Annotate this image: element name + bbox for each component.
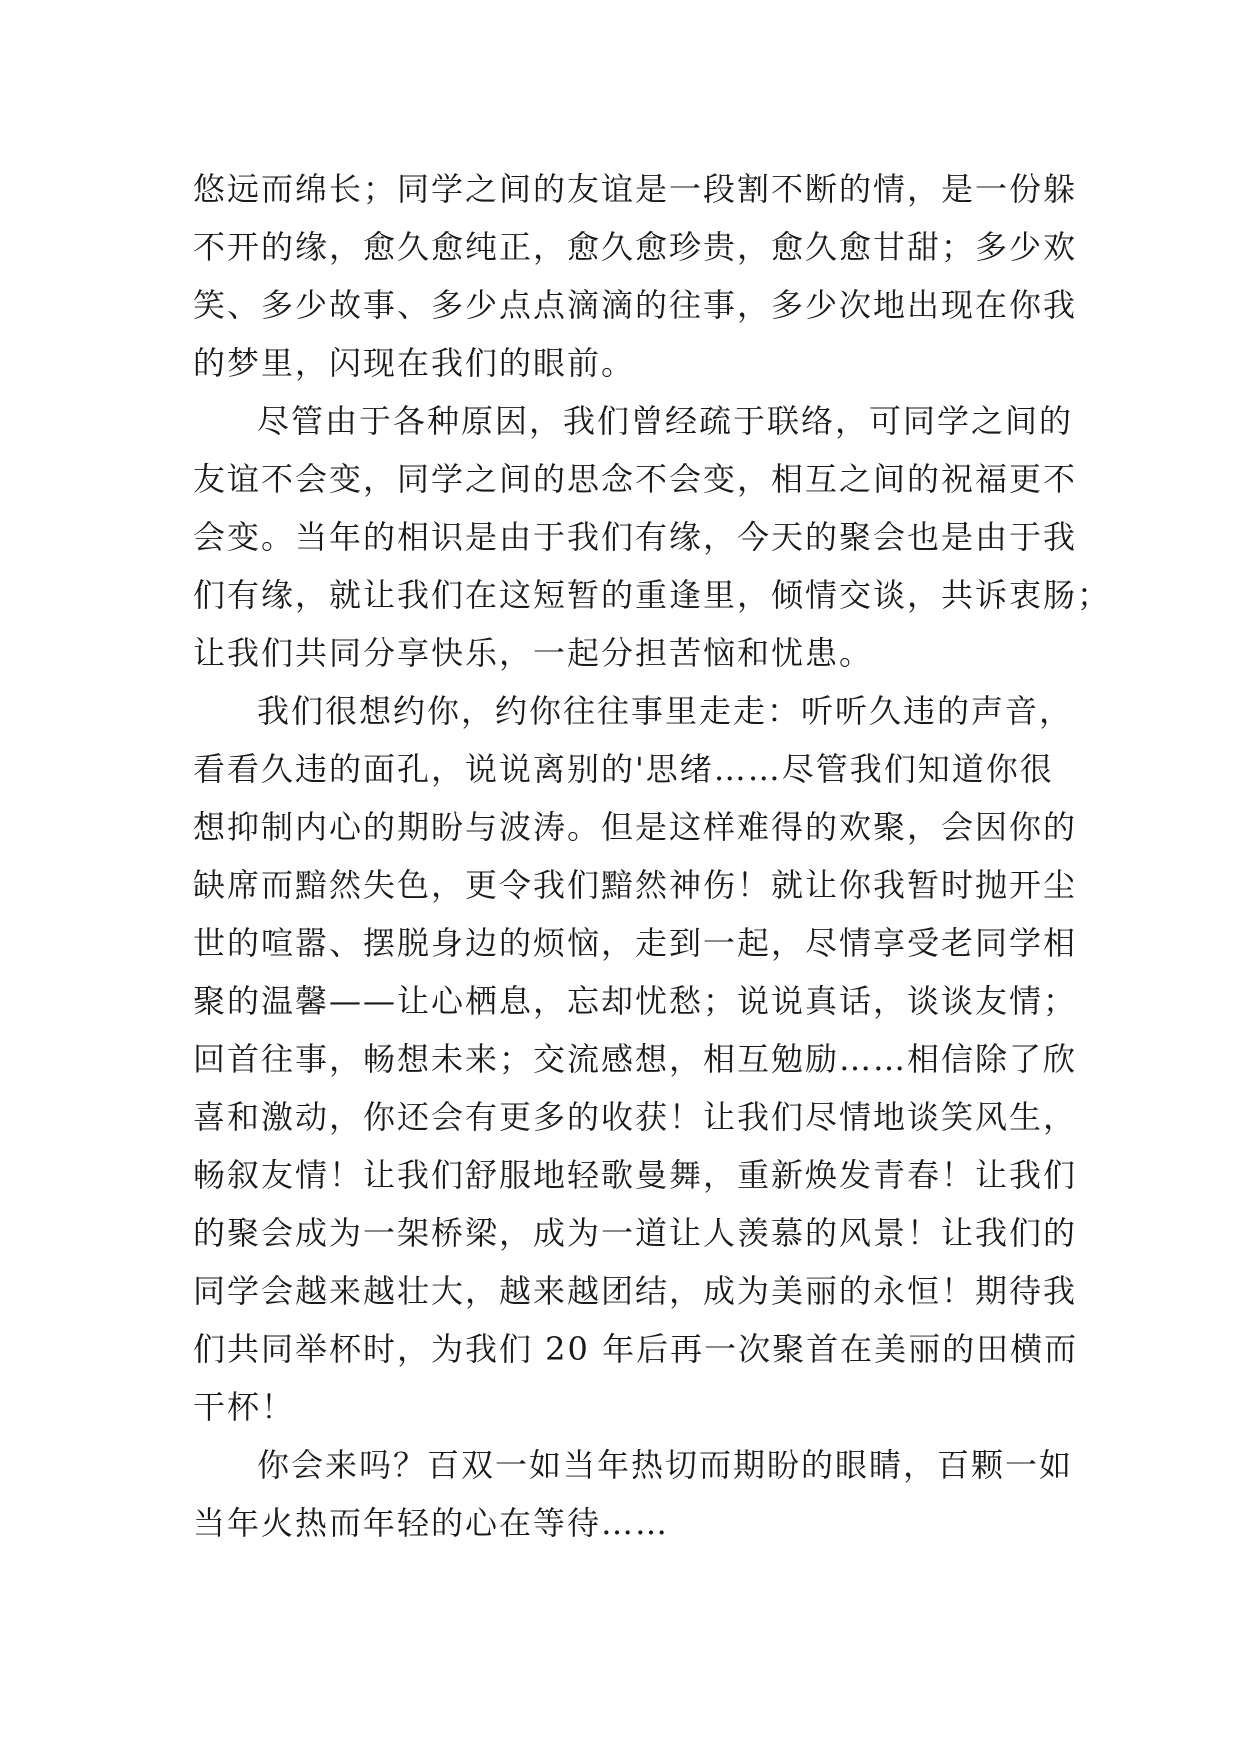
text-line: 回首往事，畅想未来；交流感想，相互勉励……相信除了欣	[193, 1040, 1078, 1078]
text-line: 友谊不会变，同学之间的思念不会变，相互之间的祝福更不	[193, 460, 1078, 498]
paragraph	[193, 1436, 1074, 1552]
text-line: 我们很想约你，约你往往事里走走：听听久违的声音，	[257, 692, 1074, 730]
text-line: 世的喧嚣、摆脱身边的烦恼，走到一起，尽情享受老同学相	[193, 924, 1078, 962]
text-line: 悠远而绵长；同学之间的友谊是一段割不断的情，是一份躲	[193, 170, 1078, 208]
text-line: 同学会越来越壮大，越来越团结，成为美丽的永恒！期待我	[193, 1272, 1078, 1310]
text-line: 缺席而黯然失色，更令我们黯然神伤！就让你我暂时抛开尘	[193, 866, 1078, 904]
paragraph	[193, 160, 1078, 392]
text-line: 们有缘，就让我们在这短暂的重逢里，倾情交谈，共诉衷肠；	[193, 576, 1112, 614]
text-line: 的梦里，闪现在我们的眼前。	[193, 344, 636, 382]
paragraph	[193, 682, 1079, 1436]
text-line: 的聚会成为一架桥梁，成为一道让人羡慕的风景！让我们的	[193, 1214, 1078, 1252]
text-line: 当年火热而年轻的心在等待……	[193, 1504, 670, 1542]
text-line: 笑、多少故事、多少点点滴滴的往事，多少次地出现在你我	[193, 286, 1078, 324]
text-line: 们共同举杯时，为我们 20 年后再一次聚首在美丽的田横而	[193, 1330, 1079, 1368]
text-line: 看看久违的面孔，说说离别的'思绪……尽管我们知道你很	[193, 750, 1054, 788]
text-line: 让我们共同分享快乐，一起分担苦恼和忧患。	[193, 634, 874, 672]
body-text	[193, 160, 1112, 1552]
text-line: 喜和激动，你还会有更多的收获！让我们尽情地谈笑风生，	[193, 1098, 1078, 1136]
text-line: 干杯！	[193, 1388, 296, 1426]
text-line: 不开的缘，愈久愈纯正，愈久愈珍贵，愈久愈甘甜；多少欢	[193, 228, 1078, 266]
text-line: 你会来吗？百双一如当年热切而期盼的眼睛，百颗一如	[257, 1446, 1074, 1484]
text-line: 会变。当年的相识是由于我们有缘，今天的聚会也是由于我	[193, 518, 1078, 556]
text-line: 畅叙友情！让我们舒服地轻歌曼舞，重新焕发青春！让我们	[193, 1156, 1078, 1194]
text-line: 想抑制内心的期盼与波涛。但是这样难得的欢聚，会因你的	[193, 808, 1078, 846]
paragraph	[193, 392, 1112, 682]
text-line: 尽管由于各种原因，我们曾经疏于联络，可同学之间的	[257, 402, 1074, 440]
text-line: 聚的温馨——让心栖息，忘却忧愁；说说真话，谈谈友情；	[193, 982, 1078, 1020]
